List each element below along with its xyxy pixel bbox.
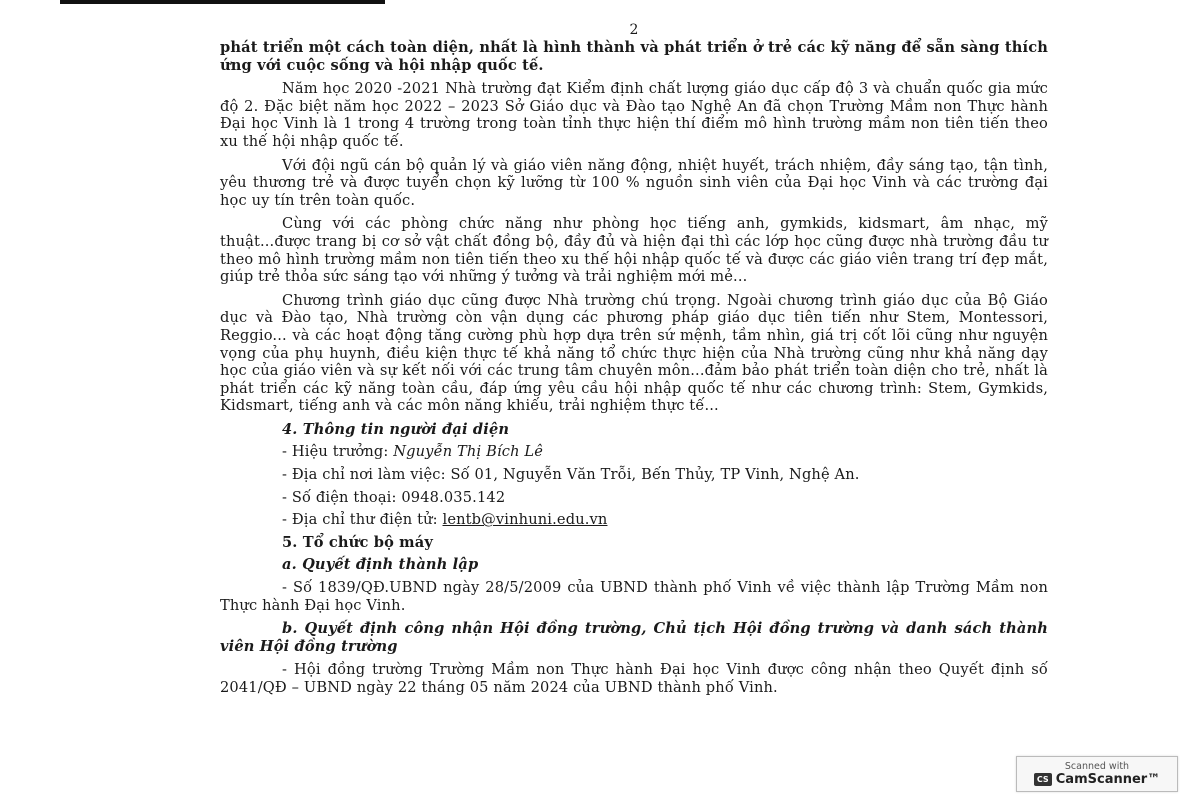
address-line: - Địa chỉ nơi làm việc: Số 01, Nguyễn Văn Trỗi, Bến Thủy, TP Vinh, Nghệ An. — [282, 466, 860, 484]
scan-edge-bar — [60, 0, 385, 4]
principal-label: - Hiệu trưởng: — [282, 443, 394, 461]
email-label: - Địa chỉ thư điện tử: — [282, 511, 443, 529]
page-number: 2 — [629, 22, 639, 38]
principal-line — [220, 443, 1048, 461]
subsection-b-heading: b. Quyết định công nhận Hội đồng trường, Chủ tịch Hội đồng trường và danh sách thành viên Hội đồng trường — [220, 620, 1048, 655]
paragraph-facilities: Cùng với các phòng chức năng như phòng học tiếng anh, gymkids, kidsmart, âm nhạc, mỹ thuật...được trang bị cơ sở vật chất đồng bộ, đầy đủ và hiện đại thì các lớp học cũng được nhà trường đầu tư theo mô hình trường mầm non tiên tiến theo xu thế hội nhập quốc tế và được các giáo viên trang trí đẹp mắt, giúp trẻ thỏa sức sáng tạo với những ý tưởng và trải nghiệm mới mẻ... — [220, 215, 1048, 286]
subsection-a-heading: a. Quyết định thành lập — [282, 556, 479, 574]
email-link[interactable]: lentb@vinhuni.edu.vn — [442, 511, 608, 529]
subsection-a-text: - Số 1839/QĐ.UBND ngày 28/5/2009 của UBND thành phố Vinh về việc thành lập Trường Mầm non Thực hành Đại học Vinh. — [220, 579, 1048, 614]
subsection-b-text: - Hội đồng trường Trường Mầm non Thực hành Đại học Vinh được công nhận theo Quyết định số 2041/QĐ – UBND ngày 22 tháng 05 năm 2024 của UBND thành phố Vinh. — [220, 661, 1048, 696]
paragraph-staff: Với đội ngũ cán bộ quản lý và giáo viên năng động, nhiệt huyết, trách nhiệm, đầy sáng tạo, tận tình, yêu thương trẻ và được tuyển chọn kỹ lưỡng từ 100 % nguồn sinh viên của Đại học Vinh và các trường đại học uy tín trên toàn quốc. — [220, 156, 1048, 209]
camscanner-logo-icon: CS — [1034, 773, 1052, 786]
paragraph-accreditation: Năm học 2020 -2021 Nhà trường đạt Kiểm định chất lượng giáo dục cấp độ 3 và chuẩn quốc gia mức độ 2. Đặc biệt năm học 2022 – 2023 Sở Giáo dục và Đào tạo Nghệ An đã chọn Trường Mầm non Thực hành Đại học Vinh là 1 trong 4 trường trong toàn tỉnh thực hiện thí điểm mô hình trường mầm non tiên tiến theo xu thế hội nhập quốc tế. — [220, 80, 1048, 150]
document-page — [220, 22, 1048, 703]
phone-line: - Số điện thoại: 0948.035.142 — [282, 488, 506, 506]
section5-heading: 5. Tổ chức bộ máy — [282, 533, 434, 551]
paragraph-curriculum: Chương trình giáo dục cũng được Nhà trường chú trọng. Ngoài chương trình giáo dục của Bộ Giáo dục và Đào tạo, Nhà trường còn vận dụng các phương pháp giáo dục tiên tiến như Stem, Montessori, Reggio... và các hoạt động tăng cường phù hợp dựa trên sứ mệnh, tầm nhìn, giá trị cốt lõi cũng như nguyện vọng của phụ huynh, điều kiện thực tế khả năng tổ chức thực hiện của Nhà trường cũng như khả năng dạy học của giáo viên và sự kết nối với các trung tâm chuyên môn...đảm bảo phát triển toàn diện cho trẻ, nhất là phát triển các kỹ năng toàn cầu, đáp ứng yêu cầu hội nhập quốc tế như các chương trình: Stem, Gymkids, Kidsmart, tiếng anh và các môn năng khiếu, trải nghiệm thực tế... — [220, 291, 1048, 415]
watermark-caption: Scanned with — [1064, 761, 1130, 772]
email-line — [220, 511, 1048, 529]
section4-heading: 4. Thông tin người đại diện — [282, 420, 510, 438]
camscanner-watermark — [1016, 756, 1178, 792]
watermark-brand — [1034, 772, 1160, 787]
paragraph-intro-continued: phát triển một cách toàn diện, nhất là hình thành và phát triển ở trẻ các kỹ năng để sẵn sàng thích ứng với cuộc sống và hội nhập quốc tế. — [220, 39, 1048, 74]
principal-name: Nguyễn Thị Bích Lê — [393, 443, 544, 461]
watermark-brand-name: CamScanner™ — [1055, 772, 1161, 787]
